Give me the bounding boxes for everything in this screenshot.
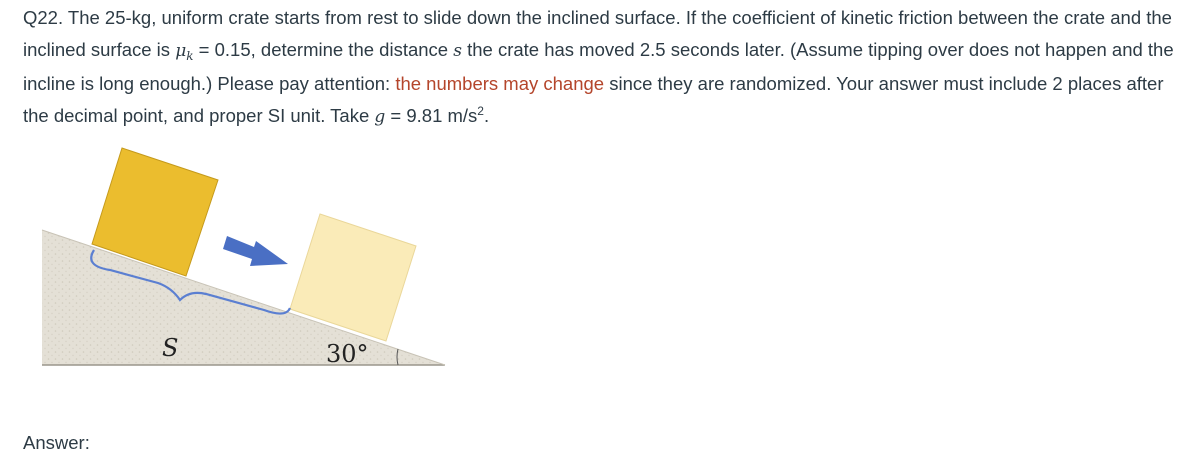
question-part-4: since they are randomized. Your answer must include 2 places after the decimal point, and proper SI unit. Take <box>23 73 1164 126</box>
question-part-5: = 9.81 m/s <box>385 105 478 126</box>
angle-label: 30° <box>326 340 369 368</box>
direction-arrow <box>223 236 288 266</box>
question-part-3: the crate has moved 2.5 seconds later. (Assume tipping over does not happen and the incline is long enough.) Please pay attention: <box>23 39 1174 94</box>
answer-label: Answer: <box>23 432 90 453</box>
question-part-6: . <box>483 105 490 126</box>
distance-label: S <box>162 334 179 362</box>
question-part-2: = 0.15, determine the distance <box>193 39 454 60</box>
question-part-1: Q22. The 25-kg, uniform crate starts from rest to slide down the inclined surface. If the coefficient of kinetic friction between the crate and the inclined surface is <box>23 7 1172 60</box>
g-symbol: g <box>374 107 386 127</box>
incline-figure <box>40 140 450 372</box>
question-text <box>23 2 1188 134</box>
mu-subscript: k <box>186 49 194 63</box>
unit-exponent: 2 <box>477 104 484 118</box>
s-symbol: s <box>453 41 462 61</box>
mu-symbol: μ <box>175 41 187 61</box>
randomized-notice: the numbers may change <box>395 73 605 94</box>
